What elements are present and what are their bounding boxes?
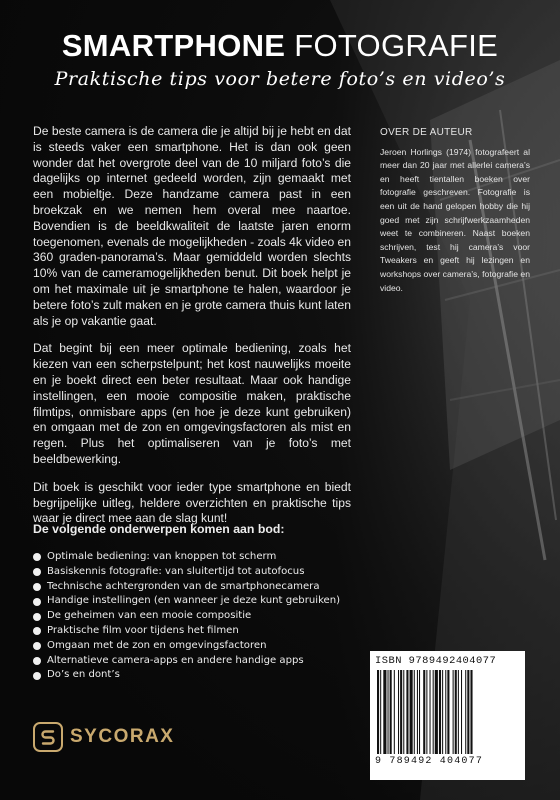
barcode-bar [406, 670, 408, 754]
topic-text: Alternatieve camera-apps en andere handige apps [47, 654, 304, 666]
barcode-bar [388, 670, 389, 754]
barcode-bar [465, 670, 466, 754]
author-heading: OVER DE AUTEUR [380, 127, 473, 138]
barcode-bar [435, 670, 438, 754]
list-item [33, 609, 363, 624]
barcode-bar [426, 670, 427, 754]
topic-list [33, 550, 363, 683]
author-bio: Jeroen Horlings (1974) fotografeert al meer dan 20 jaar met allerlei camera’s en heeft tientallen boeken over fotografie geschreven. Fotografie is een uit de hand gelopen hobby die hij goed met zijn schrijfwerkzaamheden weet te combineren. Naast boeken schrijven, test hij camera’s voor Tweakers en geeft hij lezingen en workshops over camera’s, fotografie en video. [380, 146, 530, 293]
isbn-barcode [370, 651, 525, 780]
barcode-bar [430, 670, 431, 754]
topic-text: Optimale bediening: van knoppen tot scherm [47, 551, 277, 562]
bullet-icon [33, 613, 41, 621]
barcode-bar [400, 670, 402, 754]
barcode-bar [458, 670, 459, 754]
barcode-bar [403, 670, 404, 754]
list-item [33, 624, 363, 639]
barcode-bar [398, 670, 399, 754]
barcode-bar [447, 670, 449, 754]
list-item [33, 668, 363, 683]
bullet-icon [33, 568, 41, 576]
topic-text: Do’s en dont’s [47, 669, 120, 681]
barcode-bar [442, 670, 443, 754]
barcode-bar [433, 670, 434, 754]
topics-section [33, 522, 363, 683]
title-light: FOTOGRAFIE [294, 28, 499, 63]
topic-text: Basiskennis fotografie: van sluitertijd tot autofocus [47, 565, 305, 577]
blurb-paragraph: De beste camera is de camera die je altijd bij je hebt en dat is steeds vaker een smartphone. Het is dan ook geen wonder dat het overgrote deel van de 10 miljard foto’s die dagelijks op internet gedeeld worden, zijn gemaakt met een mobieltje. Deze handzame camera past in een broekzak en we nemen hem overal mee naartoe. Bovendien is de beeldkwaliteit de laatste jaren enorm toegenomen, evenals de mogelijkheden - zoals 4k video en 360 graden-panorama’s. Maar gemiddeld worden slechts 10% van de cameramogelijkheden benut. Dit boek helpt je om het maximale uit je smartphone te halen, waardoor je betere foto’s zult maken en je grote camera thuis kunt laten als je op vakantie gaat. [33, 124, 352, 328]
bullet-icon [33, 657, 41, 665]
blurb-paragraph: Dat begint bij een meer optimale bediening, zoals het kiezen van een scherpstelpunt; het kost nauwelijks moeite en je boekt direct een beter resultaat. Maar ook handige instellingen, een mooie compositie maken, praktische filmtips, onmisbare apps (en hoe je deze kunt gebruiken) en omgaan met de zon en omgevingsfactoren als mist en regen. Plus het optimaliseren van je foto’s met beeldbewerking. [33, 341, 351, 466]
barcode-bar [455, 670, 457, 754]
bullet-icon [33, 642, 41, 650]
barcode-bar [419, 670, 420, 754]
list-item [33, 565, 363, 580]
title-block [0, 28, 560, 90]
barcode-bar [383, 670, 386, 754]
topic-text: Praktische film voor tijdens het filmen [47, 624, 239, 636]
topic-text: Handige instellingen (en wanneer je deze kunt gebruiken) [47, 595, 341, 607]
book-title [0, 28, 560, 64]
bullet-icon [33, 598, 41, 606]
bullet-icon [33, 583, 41, 591]
isbn-label: ISBN 9789492404077 [375, 655, 497, 667]
publisher-logo [33, 722, 174, 752]
list-item [33, 654, 363, 669]
sycorax-logo-icon [33, 722, 63, 752]
barcode-bar [414, 670, 415, 754]
barcode-bar [380, 670, 381, 754]
blurb-paragraph: Dit boek is geschikt voor ieder type smartphone en biedt begrijpelijke uitleg, heldere overzichten en praktische tips waar je direct mee aan de slag kunt! [33, 479, 351, 526]
barcode-bar [470, 670, 472, 754]
barcode-bar [467, 670, 469, 754]
isbn-digits: 9 789492 404077 [375, 756, 484, 767]
list-item [33, 550, 363, 565]
blurb [33, 124, 351, 539]
barcode-bar [410, 670, 413, 754]
barcode-bar [390, 670, 392, 754]
book-subtitle: Praktische tips voor betere foto’s en video’s [54, 68, 506, 90]
barcode-bar [417, 670, 418, 754]
barcode-bar [423, 670, 425, 754]
barcode-bar [453, 670, 454, 754]
list-item [33, 594, 363, 609]
barcode-bar [445, 670, 446, 754]
topics-heading: De volgende onderwerpen komen aan bod: [33, 522, 285, 536]
barcode-bar [439, 670, 441, 754]
topic-text: Technische achtergronden van de smartphonecamera [47, 580, 320, 592]
topic-text: De geheimen van een mooie compositie [47, 610, 252, 622]
publisher-name: SYCORAX [70, 726, 175, 747]
bullet-icon [33, 672, 41, 680]
bullet-icon [33, 553, 41, 561]
list-item [33, 580, 363, 595]
topic-text: Omgaan met de zon en omgevingsfactoren [47, 639, 267, 651]
list-item [33, 639, 363, 654]
author-section [380, 126, 530, 295]
bullet-icon [33, 627, 41, 635]
barcode-bar [377, 670, 379, 754]
title-bold: SMARTPHONE [61, 28, 286, 63]
barcode-bar [394, 670, 395, 754]
barcode-bar [461, 670, 462, 754]
barcode-bars [375, 670, 520, 754]
